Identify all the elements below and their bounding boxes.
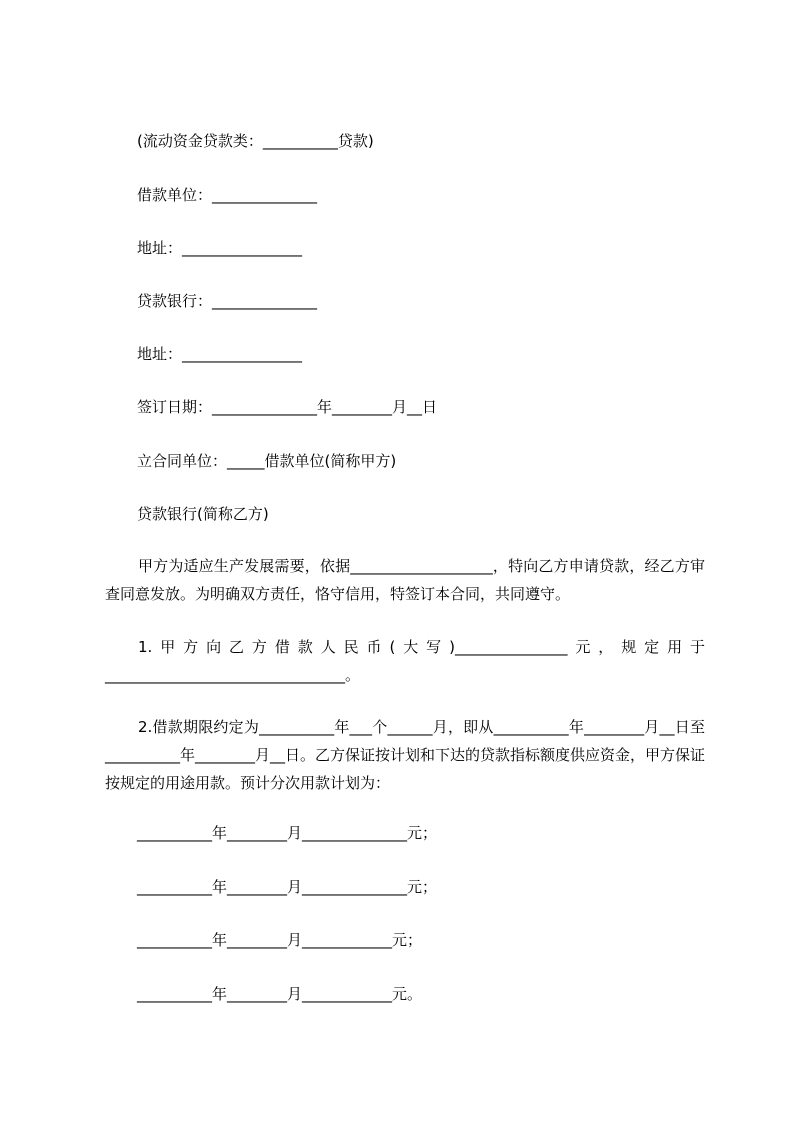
clause-1-paragraph xyxy=(105,633,705,689)
lender-short-line: 贷款银行(简称乙方) xyxy=(137,505,269,523)
schedule-item: __________年________月____________元； xyxy=(137,931,423,949)
clause-1-text: 1.甲方向乙方借款人民币(大写)_______________元，规定用于________________________________。 xyxy=(105,638,705,684)
lender-address-line: 地址：________________ xyxy=(137,345,303,363)
lender-line: 贷款银行：______________ xyxy=(137,292,318,310)
contracting-parties-line: 立合同单位：_____借款单位(简称甲方) xyxy=(137,452,397,470)
clause-2-paragraph xyxy=(105,713,705,797)
schedule-item: __________年________月____________元。 xyxy=(137,985,423,1003)
borrower-line: 借款单位：______________ xyxy=(137,186,318,204)
schedule-item: __________年________月______________元； xyxy=(137,878,438,896)
loan-category-line: (流动资金贷款类：__________贷款) xyxy=(137,132,374,150)
borrower-address-line: 地址：________________ xyxy=(137,239,303,257)
clause-2-text: 2.借款期限约定为__________年___个______月，即从__________年________月__日至__________年________月__日。乙方保证按计划和下达的贷款指标额度供应资金，甲方保证按规定的用途用款。预计分次用款计划为： xyxy=(105,718,706,792)
preamble-paragraph xyxy=(105,552,705,608)
schedule-item: __________年________月______________元； xyxy=(137,824,438,842)
signing-date-line: 签订日期：______________年________月__日 xyxy=(137,398,438,416)
preamble-text: 甲方为适应生产发展需要，依据___________________，特向乙方申请贷款，经乙方审查同意发放。为明确双方责任，恪守信用，特签订本合同，共同遵守。 xyxy=(105,557,705,603)
